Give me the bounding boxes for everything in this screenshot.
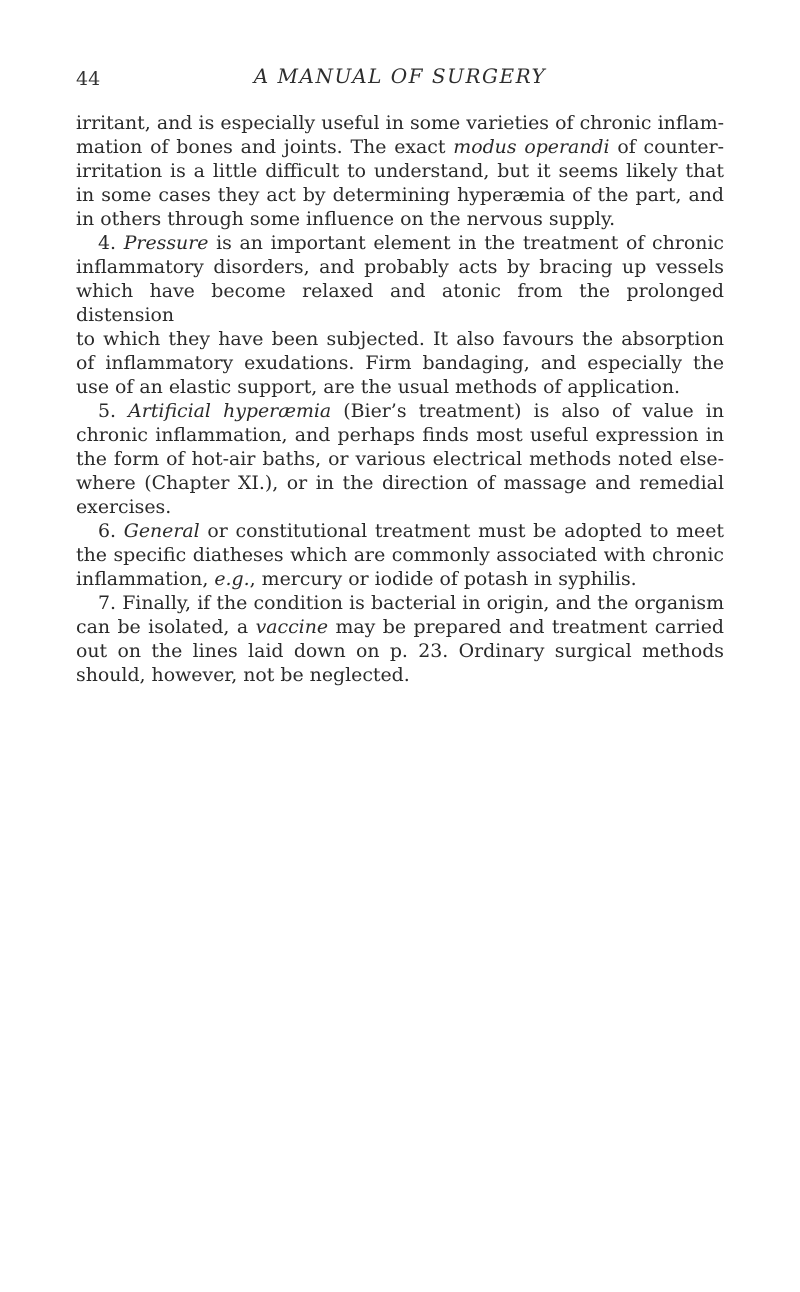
text-segment: of counter- [609,136,724,158]
text-line [76,663,724,687]
text-line [76,471,724,495]
text-segment: should, however, not be neglected. [76,664,410,686]
text-segment: irritant, and is especially useful in some varieties of chronic inflam- [76,112,724,134]
text-line [76,591,724,615]
text-segment: 6. [98,520,124,542]
text-segment: mation of bones and joints. The exact [76,136,454,158]
text-line [76,159,724,183]
text-line [76,279,724,327]
text-segment: in others through some influence on the nervous supply. [76,208,616,230]
text-segment: may be prepared and treatment carried [328,616,725,638]
text-segment: chronic inflammation, and perhaps finds most useful expression in [76,424,724,446]
text-line [76,615,724,639]
text-segment: 5. [98,400,129,422]
text-segment: in some cases they act by determining hyperæmia of the part, and [76,184,724,206]
text-line [76,327,724,351]
text-segment: (Bier’s treatment) is also of value in [331,400,725,422]
text-line [76,447,724,471]
text-line [76,135,724,159]
text-segment: inflammation, [76,568,215,590]
text-line [76,519,724,543]
text-segment: the form of hot-air baths, or various electrical methods noted else- [76,448,724,470]
text-line [76,111,724,135]
text-segment: , mercury or iodide of potash in syphilis. [249,568,637,590]
text-segment: the specific diatheses which are commonly associated with chronic [76,544,724,566]
text-segment: or constitutional treatment must be adopted to meet [199,520,725,542]
text-segment: inflammatory disorders, and probably acts by bracing up vessels [76,256,724,278]
text-segment: to which they have been subjected. It also favours the absorption [76,328,724,350]
italic-text: General [123,520,200,542]
text-line [76,543,724,567]
text-segment: 4. [98,232,124,254]
text-line [76,351,724,375]
page-number: 44 [76,68,101,90]
italic-text: modus operandi [453,136,610,158]
text-segment: is an important element in the treatment of chronic [208,232,724,254]
text-line [76,255,724,279]
text-line [76,495,724,519]
text-segment: where (Chapter XI.), or in the direction of massage and remedial [76,472,724,494]
text-segment: exercises. [76,496,172,518]
text-line [76,231,724,255]
italic-text: Pressure [123,232,209,254]
text-line [76,207,724,231]
text-segment: can be isolated, a [76,616,256,638]
italic-text: vaccine [255,616,329,638]
text-line [76,567,724,591]
text-segment: of inflammatory exudations. Firm bandaging, and especially the [76,352,724,374]
text-line [76,399,724,423]
body-text [76,111,724,687]
running-title: A MANUAL OF SURGERY [253,64,547,88]
text-segment: which have become relaxed and atonic from the prolonged distension [76,280,724,326]
italic-text: e.g. [214,568,250,590]
text-line [76,183,724,207]
italic-text: Artificial hyperæmia [128,400,332,422]
text-segment: 7. Finally, if the condition is bacterial in origin, and the organism [98,592,724,614]
running-head [0,64,800,92]
text-line [76,375,724,399]
text-line [76,423,724,447]
text-segment: irritation is a little difficult to understand, but it seems likely that [76,160,724,182]
text-segment: use of an elastic support, are the usual methods of application. [76,376,680,398]
text-segment: out on the lines laid down on p. 23. Ordinary surgical methods [76,640,724,662]
text-line [76,639,724,663]
